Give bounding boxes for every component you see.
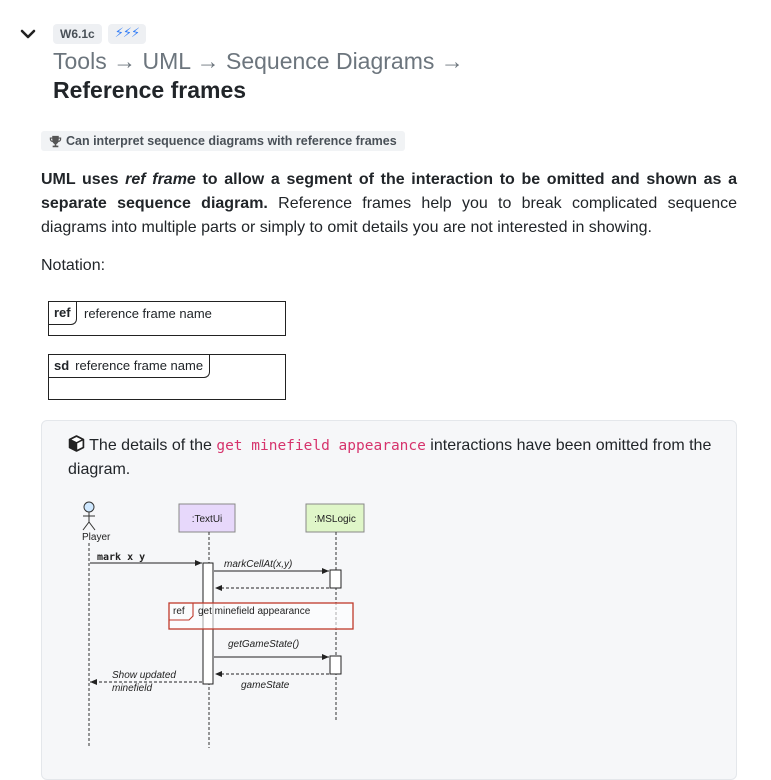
breadcrumb-separator: → (113, 48, 137, 74)
frame-name: reference frame name (84, 306, 212, 321)
section-id-badge: W6.1c (53, 24, 102, 44)
frame-tag-label: sd (54, 358, 70, 373)
example-text-2: interactions have been omitted from the diagram. (68, 437, 712, 478)
breadcrumb-item[interactable]: Tools (53, 48, 107, 74)
object-label-mslogic: :MSLogic (314, 514, 356, 525)
breadcrumb-current: Reference frames (53, 77, 247, 103)
activation-bar-mslogic (330, 656, 341, 674)
ref-frame-tag: ref (173, 606, 185, 617)
message-label-show-2: minefield (112, 683, 153, 694)
breadcrumb-item[interactable]: Sequence Diagrams (225, 48, 435, 74)
actor-label: Player (82, 532, 111, 543)
intro-bold-text: UML uses (41, 171, 126, 188)
message-label-show-1: Show updated (112, 670, 176, 681)
inline-code: get minefield appearance (216, 438, 426, 454)
breadcrumb-separator: → (196, 48, 220, 74)
actor-stick-figure (83, 502, 95, 530)
intro-bold-italic: ref frame (125, 171, 196, 188)
message-label-gamestate: gameState (241, 680, 290, 691)
breadcrumb-separator: → (440, 48, 464, 74)
message-label-getstate: getGameState() (228, 639, 300, 650)
object-label-textui: :TextUi (191, 514, 223, 525)
level-badge: ⚡⚡⚡ (108, 24, 146, 44)
frame-tag: ref (49, 302, 77, 325)
intro-text: Reference frames help you to break complicated sequence diagrams into multiple parts or simply to omit details you are not interested in showing. (41, 195, 737, 236)
learning-outcome-text: Can interpret sequence diagrams with reference frames (66, 134, 397, 148)
frame-name: reference frame name (75, 358, 204, 373)
breadcrumb-item[interactable]: UML (142, 48, 191, 74)
notation-label: Notation: (41, 257, 106, 274)
ref-frame-name: get minefield appearance (198, 606, 311, 617)
example-text-1: The details of the (85, 437, 217, 454)
activation-bar-mslogic (330, 570, 341, 588)
message-label-markcell: markCellAt(x,y) (224, 559, 293, 570)
intro-bold-text-2: to allow a segment of the interaction to be omitted and shown as a separate sequence diagram. (41, 171, 737, 212)
message-label-mark: mark x y (97, 552, 146, 563)
